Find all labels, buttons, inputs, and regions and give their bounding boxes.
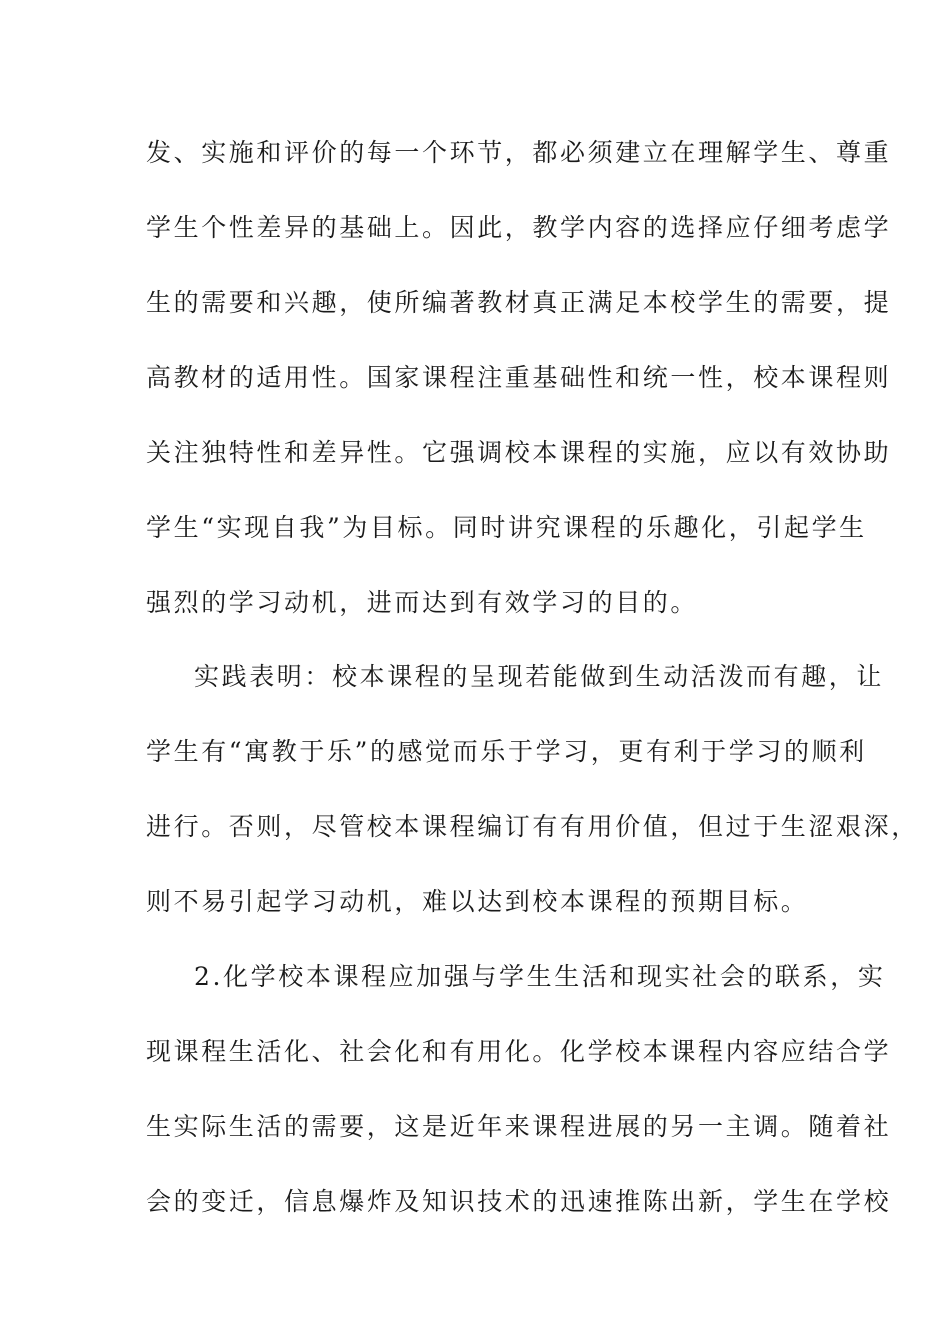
text-line-14: 生实际生活的需要，这是近年来课程进展的另一主调。随着社 bbox=[146, 1112, 892, 1141]
text-line-10: 进行。否则，尽管校本课程编订有有用价值，但过于生涩艰深， bbox=[146, 812, 919, 841]
text-line-6: 学生“实现自我”为目标。同时讲究课程的乐趣化，引起学生 bbox=[146, 513, 867, 542]
text-line-7: 强烈的学习动机，进而达到有效学习的目的。 bbox=[146, 588, 699, 617]
text-line-9: 学生有“寓教于乐”的感觉而乐于学习，更有利于学习的顺利 bbox=[146, 737, 867, 766]
text-line-3: 生的需要和兴趣，使所编著教材真正满足本校学生的需要，提 bbox=[146, 288, 892, 317]
text-line-12: 2.化学校本课程应加强与学生生活和现实社会的联系，实 bbox=[194, 962, 886, 991]
text-line-4: 高教材的适用性。国家课程注重基础性和统一性，校本课程则 bbox=[146, 363, 892, 392]
text-line-5: 关注独特性和差异性。它强调校本课程的实施，应以有效协助 bbox=[146, 438, 892, 467]
text-line-15: 会的变迁，信息爆炸及知识技术的迅速推陈出新，学生在学校 bbox=[146, 1187, 892, 1216]
text-line-11: 则不易引起学习动机，难以达到校本课程的预期目标。 bbox=[146, 887, 809, 916]
text-line-13: 现课程生活化、社会化和有用化。化学校本课程内容应结合学 bbox=[146, 1037, 892, 1066]
text-line-8: 实践表明：校本课程的呈现若能做到生动活泼而有趣，让 bbox=[194, 662, 885, 691]
text-line-2: 学生个性差异的基础上。因此，教学内容的选择应仔细考虑学 bbox=[146, 213, 892, 242]
text-line-1: 发、实施和评价的每一个环节，都必须建立在理解学生、尊重 bbox=[146, 138, 892, 167]
